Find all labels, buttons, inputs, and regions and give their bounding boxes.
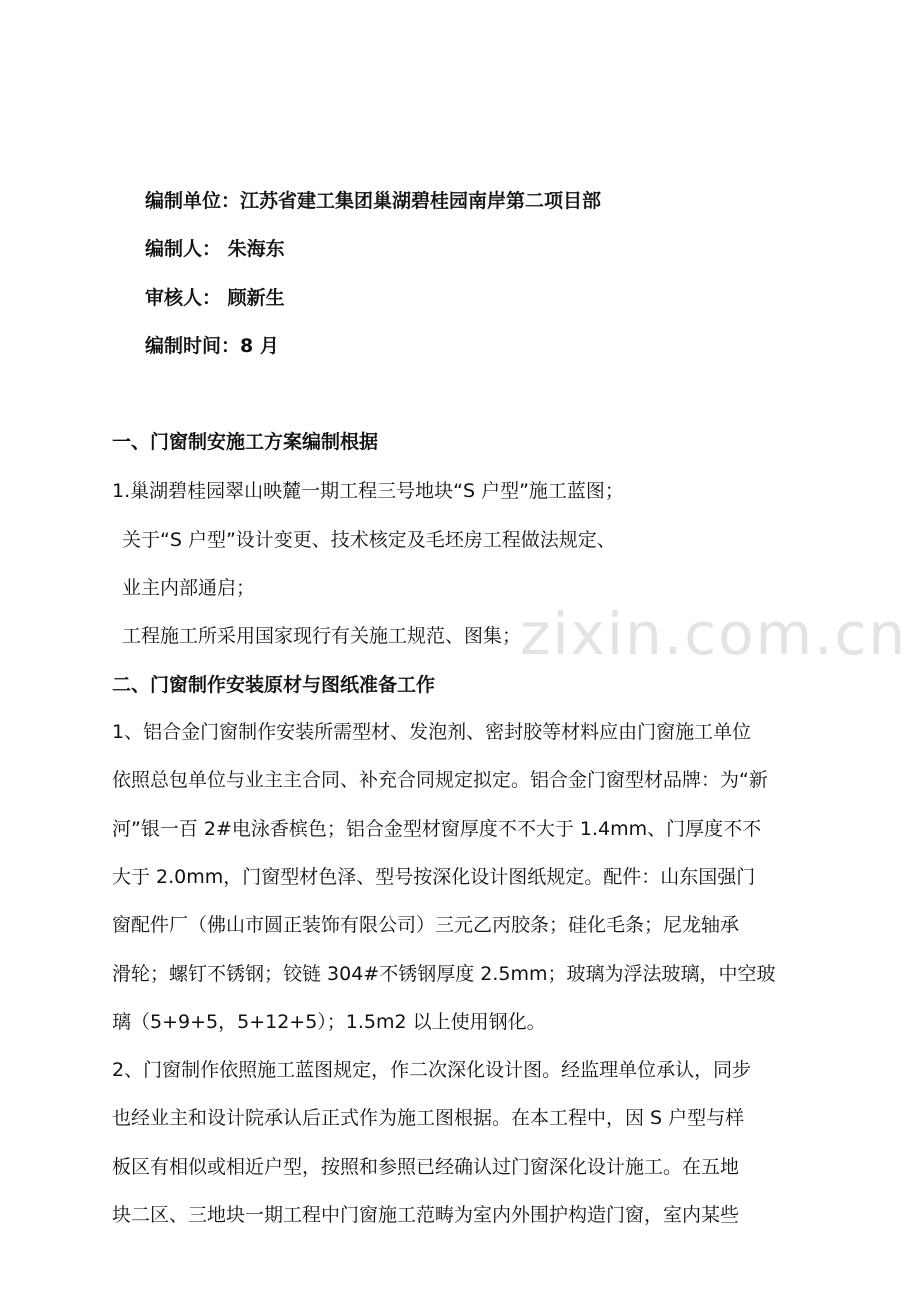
watermark: zixin.com.cn: [520, 600, 908, 668]
section2-line-3: 河”银一百 2#电泳香槟色；铝合金型材窗厚度不不大于 1.4mm、门厚度不不: [112, 818, 762, 840]
section1-heading: 一、门窗制安施工方案编制根据: [112, 431, 379, 453]
section2-line-11: 块二区、三地块一期工程中门窗施工范畴为室内外围护构造门窗，室内某些: [112, 1204, 740, 1226]
compile-time: 编制时间：8 月: [145, 335, 279, 357]
section2-line-5: 窗配件厂（佛山市圆正装饰有限公司）三元乙丙胶条；硅化毛条；尼龙轴承: [112, 914, 740, 936]
section1-line-1: 1.巢湖碧桂园翠山映麓一期工程三号地块“S 户型”施工蓝图；: [112, 480, 624, 502]
section2-line-4: 大于 2.0mm，门窗型材色泽、型号按深化设计图纸规定。配件：山东国强门: [112, 866, 756, 888]
section2-heading: 二、门窗制作安装原材与图纸准备工作: [112, 674, 436, 696]
compiler: 编制人： 朱海东: [145, 238, 285, 260]
section2-line-6: 滑轮；螺钉不锈钢；铰链 304#不锈钢厚度 2.5mm；玻璃为浮法玻璃，中空玻: [112, 963, 776, 985]
section2-line-1: 1、铝合金门窗制作安装所需型材、发泡剂、密封胶等材料应由门窗施工单位: [112, 721, 752, 743]
section1-line-3: 业主内部通启；: [122, 577, 256, 599]
reviewer: 审核人： 顾新生: [145, 287, 285, 309]
section2-line-2: 依照总包单位与业主主合同、补充合同规定拟定。铝合金门窗型材品牌：为“新: [112, 769, 768, 791]
section1-line-4: 工程施工所采用国家现行有关施工规范、图集；: [122, 625, 522, 647]
section1-line-2: 关于“S 户型”设计变更、技术核定及毛坯房工程做法规定、: [122, 529, 616, 551]
section2-line-7: 璃（5+9+5，5+12+5）；1.5m2 以上使用钢化。: [112, 1011, 546, 1033]
section2-line-10: 板区有相似或相近户型，按照和参照已经确认过门窗深化设计施工。在五地: [112, 1156, 740, 1178]
section2-line-8: 2、门窗制作依照施工蓝图规定，作二次深化设计图。经监理单位承认，同步: [112, 1059, 752, 1081]
compile-unit: 编制单位：江苏省建工集团巢湖碧桂园南岸第二项目部: [145, 190, 602, 212]
section2-line-9: 也经业主和设计院承认后正式作为施工图根据。在本工程中，因 S 户型与样: [112, 1107, 745, 1129]
